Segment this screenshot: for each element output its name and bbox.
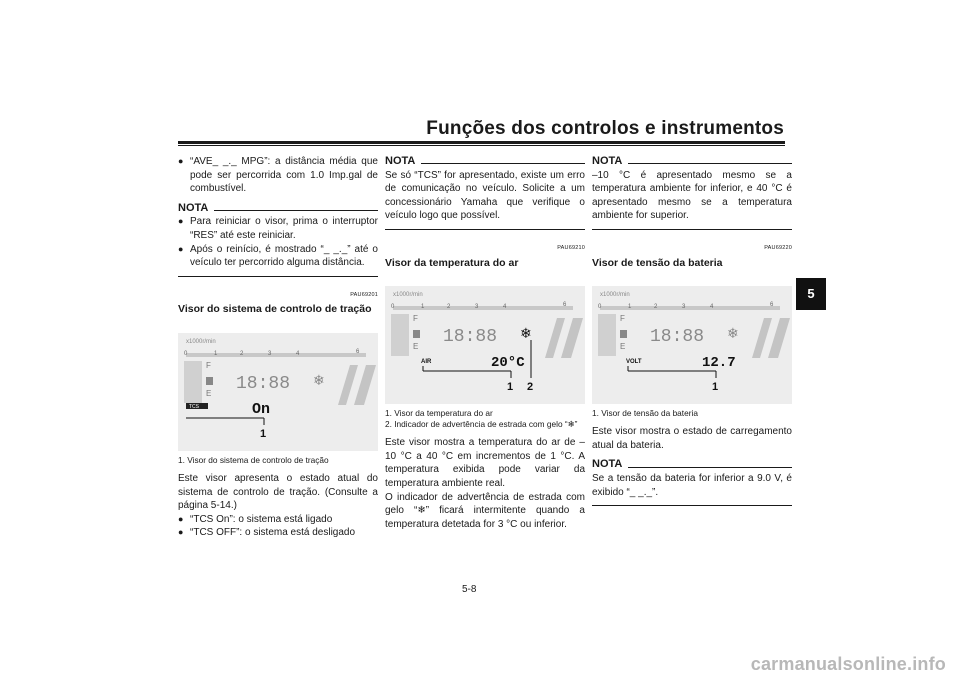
nota-heading: NOTA bbox=[385, 155, 585, 169]
column-1 bbox=[178, 155, 378, 540]
rpm-scale-label: x1000r/min bbox=[393, 292, 423, 299]
body-paragraph: Este visor mostra o estado de carregamento atual da bateria. bbox=[592, 426, 792, 451]
body-paragraph: O indicador de advertência de estrada com gelo “❄” ficará intermitente quando a temperatura detetada for 3 °C ou inferior. bbox=[385, 491, 585, 530]
nota-text: Se só “TCS” for apresentado, existe um erro de comunicação no veículo. Solicite a um concessionário Yamaha que verifique o veículo logo que possível. bbox=[385, 169, 585, 222]
section-title: Visor do sistema de controlo de tração bbox=[178, 303, 372, 316]
header-rule bbox=[178, 141, 785, 144]
svg-text:3: 3 bbox=[475, 304, 479, 311]
chapter-tab[interactable]: 5 bbox=[796, 278, 826, 310]
section-code: PAU69210 bbox=[557, 244, 585, 251]
clock-readout: 18:88 bbox=[443, 327, 498, 348]
nota-text: Se a tensão da bateria for inferior a 9.0 V, é exibido “_ _._”. bbox=[592, 472, 792, 498]
page-number: 5-8 bbox=[462, 584, 477, 595]
tcs-value: On bbox=[252, 400, 271, 418]
svg-text:0: 0 bbox=[598, 304, 602, 311]
figure-caption: 1. Visor do sistema de controlo de tração bbox=[178, 454, 329, 465]
svg-text:3: 3 bbox=[268, 350, 272, 357]
body-paragraph: Este visor mostra a temperatura do ar de –10 °C a 40 °C em incrementos de 1 °C. A temperatura exibida pode variar da temperatura ambiente real. bbox=[385, 437, 585, 489]
tcs-badge: TCS bbox=[189, 403, 199, 410]
nota-list-item: ● Após o reinício, é mostrado “_ _._” até o veículo ter percorrido alguma distância. bbox=[178, 243, 378, 270]
callout-number: 1 bbox=[260, 427, 267, 440]
svg-text:4: 4 bbox=[503, 304, 507, 311]
fuel-pump-icon bbox=[206, 377, 213, 385]
nota-heading: NOTA bbox=[592, 155, 792, 169]
svg-text:F: F bbox=[206, 360, 211, 370]
column-2 bbox=[385, 155, 585, 531]
air-badge: AIR bbox=[421, 359, 432, 366]
rpm-scale-label: x1000r/min bbox=[600, 292, 630, 299]
fuel-pump-icon bbox=[413, 330, 420, 338]
section-code: PAU69201 bbox=[350, 291, 378, 298]
clock-readout: 18:88 bbox=[236, 373, 291, 394]
nota-heading: NOTA bbox=[178, 202, 378, 216]
page-header-title: Funções dos controlos e instrumentos bbox=[426, 118, 784, 139]
svg-text:E: E bbox=[413, 342, 419, 352]
nota-end-rule bbox=[385, 229, 585, 230]
clock-readout: 18:88 bbox=[650, 327, 705, 348]
svg-text:2: 2 bbox=[240, 350, 244, 357]
header-rule-thin bbox=[178, 145, 785, 146]
svg-text:6: 6 bbox=[770, 302, 774, 309]
snowflake-icon: ❄ bbox=[313, 372, 325, 389]
nota-text: –10 °C é apresentado mesmo se a temperatura ambiente for inferior, e 40 °C é apresentado mesmo se a temperatura ambiente for superior. bbox=[592, 169, 792, 222]
watermark-link[interactable]: carmanualsonline.info bbox=[750, 654, 946, 674]
svg-text:0: 0 bbox=[184, 350, 188, 357]
figure-caption: 1. Visor de tensão da bateria bbox=[592, 408, 698, 419]
svg-text:E: E bbox=[206, 388, 212, 398]
rpm-scale-label: x1000r/min bbox=[186, 338, 216, 345]
section-title: Visor da temperatura do ar bbox=[385, 256, 519, 269]
nota-end-rule bbox=[592, 229, 792, 230]
svg-text:6: 6 bbox=[563, 302, 567, 309]
callout-number: 2 bbox=[527, 381, 534, 394]
svg-text:1: 1 bbox=[628, 304, 632, 311]
svg-text:4: 4 bbox=[296, 350, 300, 357]
body-paragraph: Este visor apresenta o estado atual do sistema de controlo de tração. (Consulte a página 5-14.) bbox=[178, 472, 378, 512]
lcd-illustration-air bbox=[385, 278, 585, 404]
svg-text:F: F bbox=[620, 314, 625, 324]
figure-caption: 2. Indicador de advertência de estrada com gelo “❄” bbox=[385, 419, 578, 430]
lcd-illustration-tcs bbox=[178, 325, 378, 451]
callout-number: 1 bbox=[712, 381, 719, 394]
list-item: ● “TCS OFF”: o sistema está desligado bbox=[178, 526, 378, 540]
list-item: ● “TCS On”: o sistema está ligado bbox=[178, 513, 378, 527]
snowflake-icon: ❄ bbox=[727, 326, 739, 343]
volt-badge: VOLT bbox=[626, 359, 642, 366]
svg-text:2: 2 bbox=[654, 304, 658, 311]
lcd-display bbox=[178, 325, 378, 451]
nota-end-rule bbox=[178, 276, 378, 277]
lcd-illustration-volt bbox=[592, 278, 792, 404]
section-title: Visor de tensão da bateria bbox=[592, 256, 723, 269]
snowflake-icon: ❄ bbox=[520, 326, 532, 343]
svg-text:F: F bbox=[413, 314, 418, 324]
section-code: PAU69220 bbox=[764, 244, 792, 251]
svg-text:1: 1 bbox=[421, 304, 425, 311]
svg-text:2: 2 bbox=[447, 304, 451, 311]
battery-voltage-value: 12.7 bbox=[702, 355, 736, 372]
lcd-display bbox=[592, 278, 792, 404]
figure-caption: 1. Visor da temperatura do ar bbox=[385, 408, 493, 419]
svg-text:3: 3 bbox=[682, 304, 686, 311]
nota-list-item: ● Para reiniciar o visor, prima o interruptor “RES” até este reiniciar. bbox=[178, 215, 378, 242]
air-temperature-value: 20°C bbox=[491, 355, 525, 372]
lcd-display bbox=[385, 278, 585, 404]
nota-end-rule bbox=[592, 505, 792, 506]
fuel-pump-icon bbox=[620, 330, 627, 338]
svg-text:1: 1 bbox=[214, 350, 218, 357]
svg-text:0: 0 bbox=[391, 304, 395, 311]
svg-text:6: 6 bbox=[356, 348, 360, 355]
column-3 bbox=[592, 155, 792, 506]
svg-text:E: E bbox=[620, 342, 626, 352]
callout-number: 1 bbox=[507, 381, 514, 394]
list-item: ● “AVE_ _._ MPG”: a distância média que pode ser percorrida com 1.0 Imp.gal de combustível. bbox=[178, 155, 378, 196]
nota-heading: NOTA bbox=[592, 458, 792, 472]
svg-text:4: 4 bbox=[710, 304, 714, 311]
